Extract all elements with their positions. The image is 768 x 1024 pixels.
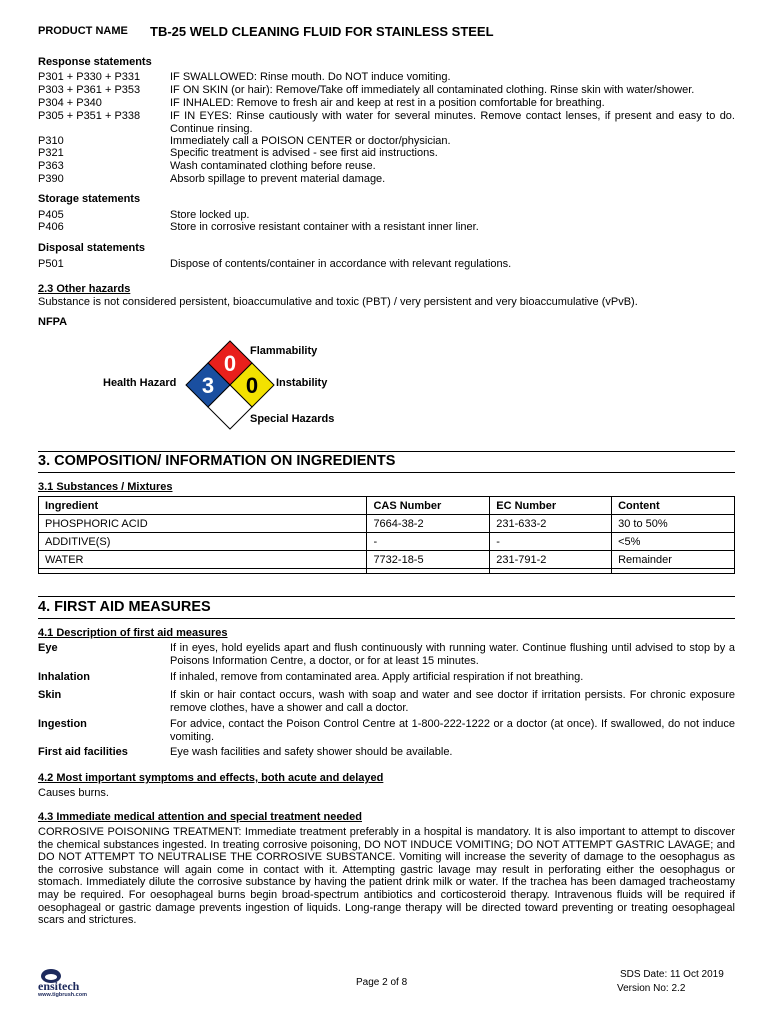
storage-text: Store locked up. [170, 209, 250, 221]
table-cell: 7664-38-2 [367, 515, 490, 533]
section-divider [38, 596, 735, 597]
page-number: Page 2 of 8 [356, 977, 408, 988]
column-header: EC Number [490, 497, 612, 515]
logo-text: ensitech [38, 979, 80, 993]
table-cell: 231-633-2 [490, 515, 612, 533]
logo-url: www.tigbrush.com [38, 992, 87, 998]
first-aid-label-inhalation: Inhalation [38, 671, 90, 683]
response-text: IF SWALLOWED: Rinse mouth. Do NOT induce vomiting. [170, 71, 451, 83]
table-row [39, 533, 735, 551]
response-code: P301 + P330 + P331 [38, 71, 141, 83]
first-aid-label-ingestion: Ingestion [38, 718, 87, 730]
medical-attention-text: CORROSIVE POISONING TREATMENT: Immediate treatment preferably in a hospital is mandatory. It is also important to attempt to discover the chemical substances ingested. In treating corrosive poisoning, DO NOT INDUCE VOMITING; DO NOT ATTEMPT GASTRIC LAVAGE; and DO NOT ATTEMPT TO NEUTRALISE THE CORROSIVE SUBSTANCE. Vomiting will increase the severity of damage to the oesophagus as the corrosive substance will again come in contact with it. Attempting gastric lavage may result in perforating either the oesophagus or stomach. Immediately dilute the corrosive substance by having the patient drink milk or water. If the trachea has been damaged tracheostamy may be required. For oesophageal burns begin broad-spectrum antibiotics and corticosteroid therapy. Intravenous fluids will be required if oesophageal or gastric damage prevents ingestion of liquids. Long-range therapy will be directed toward preventing or treating oesophageal scars and strictures. [38, 826, 735, 927]
response-text: Wash contaminated clothing before reuse. [170, 160, 376, 172]
table-cell: - [367, 533, 490, 551]
response-code: P304 + P340 [38, 97, 102, 109]
sds-date: SDS Date: 11 Oct 2019 [620, 969, 724, 980]
column-header: Content [612, 497, 735, 515]
table-cell: 30 to 50% [612, 515, 735, 533]
medical-attention-heading: 4.3 Immediate medical attention and special treatment needed [38, 811, 362, 823]
response-text: Absorb spillage to prevent material damage. [170, 173, 386, 185]
first-aid-text-inhalation: If inhaled, remove from contaminated area. Apply artificial respiration if not breathing. [170, 671, 584, 683]
version-number: Version No: 2.2 [617, 983, 686, 994]
first-aid-label-facilities: First aid facilities [38, 746, 128, 758]
nfpa-instability-label: Instability [276, 377, 328, 389]
nfpa-flammability-value: 0 [223, 351, 237, 376]
storage-code: P405 [38, 209, 64, 221]
first-aid-description-heading: 4.1 Description of first aid measures [38, 627, 228, 639]
nfpa-instability-value: 0 [245, 373, 259, 398]
response-code: P303 + P361 + P353 [38, 84, 141, 96]
column-header: CAS Number [367, 497, 490, 515]
symptoms-heading: 4.2 Most important symptoms and effects, both acute and delayed [38, 772, 384, 784]
table-cell: WATER [39, 551, 367, 569]
section-divider [38, 472, 735, 473]
ingredients-table [38, 496, 735, 574]
table-row [39, 551, 735, 569]
table-cell: - [490, 533, 612, 551]
response-statements-heading: Response statements [38, 56, 152, 68]
first-aid-text-ingestion: For advice, contact the Poison Control Centre at 1-800-222-1222 or a doctor (at once). If swallowed, do not induce vomiting. [170, 718, 735, 743]
table-cell: PHOSPHORIC ACID [39, 515, 367, 533]
table-cell: ADDITIVE(S) [39, 533, 367, 551]
storage-text: Store in corrosive resistant container with a resistant inner liner. [170, 221, 479, 233]
storage-statements-heading: Storage statements [38, 193, 141, 205]
first-aid-label-skin: Skin [38, 689, 62, 701]
first-aid-text-skin: If skin or hair contact occurs, wash with soap and water and see doctor if irritation persists. For chronic exposure remove clothes, have a shower and call a doctor. [170, 689, 735, 714]
nfpa-health-value: 3 [201, 373, 215, 398]
disposal-statements-heading: Disposal statements [38, 242, 145, 254]
nfpa-special-label: Special Hazards [250, 413, 335, 425]
table-row [39, 515, 735, 533]
response-code: P310 [38, 135, 64, 147]
response-code: P321 [38, 147, 64, 159]
response-text: IF ON SKIN (or hair): Remove/Take off immediately all contaminated clothing. Rinse skin with water/shower. [170, 84, 695, 96]
section-divider [38, 451, 735, 452]
response-text: IF INHALED: Remove to fresh air and keep at rest in a position comfortable for breathing. [170, 97, 605, 109]
storage-code: P406 [38, 221, 64, 233]
disposal-text: Dispose of contents/container in accordance with relevant regulations. [170, 258, 512, 270]
response-text: Immediately call a POISON CENTER or doctor/physician. [170, 135, 451, 147]
table-cell: <5% [612, 533, 735, 551]
first-aid-text-facilities: Eye wash facilities and safety shower should be available. [170, 746, 453, 758]
table-spacer-row [39, 569, 735, 574]
substances-mixtures-heading: 3.1 Substances / Mixtures [38, 481, 173, 493]
response-code: P305 + P351 + P338 [38, 110, 141, 122]
product-name: TB-25 WELD CLEANING FLUID FOR STAINLESS STEEL [150, 24, 494, 39]
response-code: P363 [38, 160, 64, 172]
table-cell: 7732-18-5 [367, 551, 490, 569]
table-cell: 231-791-2 [490, 551, 612, 569]
first-aid-label-eye: Eye [38, 642, 58, 654]
section-divider [38, 618, 735, 619]
column-header: Ingredient [39, 497, 367, 515]
response-text: Specific treatment is advised - see first aid instructions. [170, 147, 438, 159]
other-hazards-heading: 2.3 Other hazards [38, 283, 131, 295]
product-name-label: PRODUCT NAME [38, 25, 128, 37]
section-4-title: 4. FIRST AID MEASURES [38, 599, 211, 615]
other-hazards-text: Substance is not considered persistent, bioaccumulative and toxic (PBT) / very persistent and very bioaccumulative (vPvB). [38, 296, 638, 308]
symptoms-text: Causes burns. [38, 787, 109, 799]
table-cell: Remainder [612, 551, 735, 569]
disposal-code: P501 [38, 258, 64, 270]
nfpa-heading: NFPA [38, 316, 68, 328]
section-3-title: 3. COMPOSITION/ INFORMATION ON INGREDIENTS [38, 453, 396, 469]
response-code: P390 [38, 173, 64, 185]
nfpa-flammability-label: Flammability [250, 345, 318, 357]
nfpa-health-label: Health Hazard [103, 377, 177, 389]
response-text: IF IN EYES: Rinse cautiously with water for several minutes. Remove contact lenses, if present and easy to do. Continue rinsing. [170, 110, 735, 135]
table-header-row [39, 497, 735, 515]
first-aid-text-eye: If in eyes, hold eyelids apart and flush continuously with running water. Continue flushing until advised to stop by a Poisons Information Centre, a doctor, or for at least 15 minutes. [170, 642, 735, 667]
